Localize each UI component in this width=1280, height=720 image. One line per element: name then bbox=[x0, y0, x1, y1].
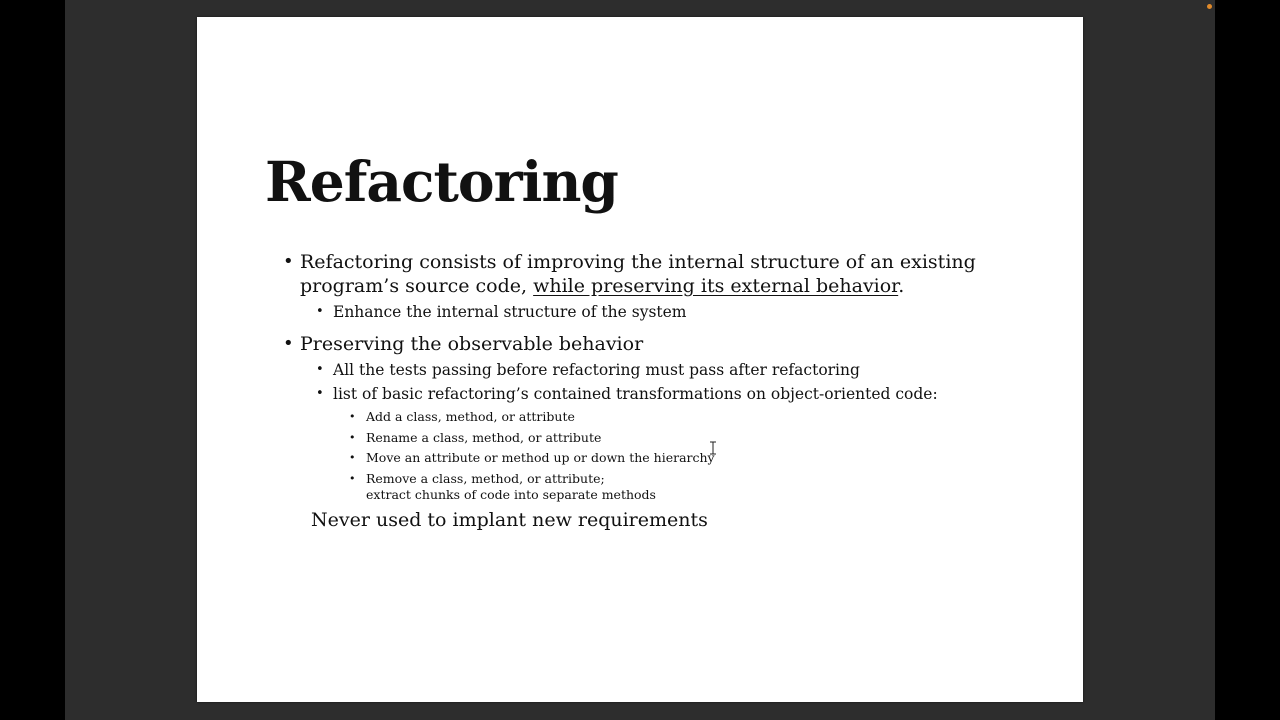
bullet-2-sub-2: list of basic refactoring’s contained transformations on object-oriented code: bbox=[333, 385, 938, 403]
bullet-2-text: Preserving the observable behavior bbox=[300, 333, 644, 355]
transformation-item: Rename a class, method, or attribute bbox=[366, 430, 602, 445]
bullet-icon: • bbox=[316, 362, 324, 377]
bullet-icon: • bbox=[283, 251, 294, 272]
transformation-item: Remove a class, method, or attribute; bbox=[366, 471, 605, 486]
recording-indicator-icon bbox=[1207, 4, 1212, 9]
slide bbox=[197, 17, 1083, 702]
bullet-icon: • bbox=[349, 431, 356, 444]
bullet-icon: • bbox=[349, 472, 356, 485]
transformation-item: Move an attribute or method up or down the hierarchy bbox=[366, 450, 715, 465]
bullet-icon: • bbox=[316, 386, 324, 401]
footer-note: Never used to implant new requirements bbox=[311, 509, 708, 531]
bullet-1-sub: Enhance the internal structure of the system bbox=[333, 303, 687, 321]
bullet-2-sub-1: All the tests passing before refactoring must pass after refactoring bbox=[333, 361, 860, 379]
bullet-icon: • bbox=[316, 304, 324, 319]
bullet-1-underlined-text: while preserving its external behavior bbox=[533, 275, 899, 297]
bullet-1-text: program’s source code, bbox=[300, 275, 534, 297]
slide-title: Refactoring bbox=[265, 149, 618, 214]
text-cursor-icon bbox=[709, 441, 717, 455]
bullet-icon: • bbox=[349, 451, 356, 464]
transformation-item: Add a class, method, or attribute bbox=[366, 409, 575, 424]
bullet-icon: • bbox=[283, 333, 294, 354]
bullet-1-line-1: Refactoring consists of improving the internal structure of an existing bbox=[300, 251, 976, 273]
bullet-1-period: . bbox=[898, 275, 905, 297]
transformation-item-continued: extract chunks of code into separate methods bbox=[366, 487, 656, 502]
bullet-icon: • bbox=[349, 410, 356, 423]
bullet-1-line-2 bbox=[300, 274, 904, 298]
